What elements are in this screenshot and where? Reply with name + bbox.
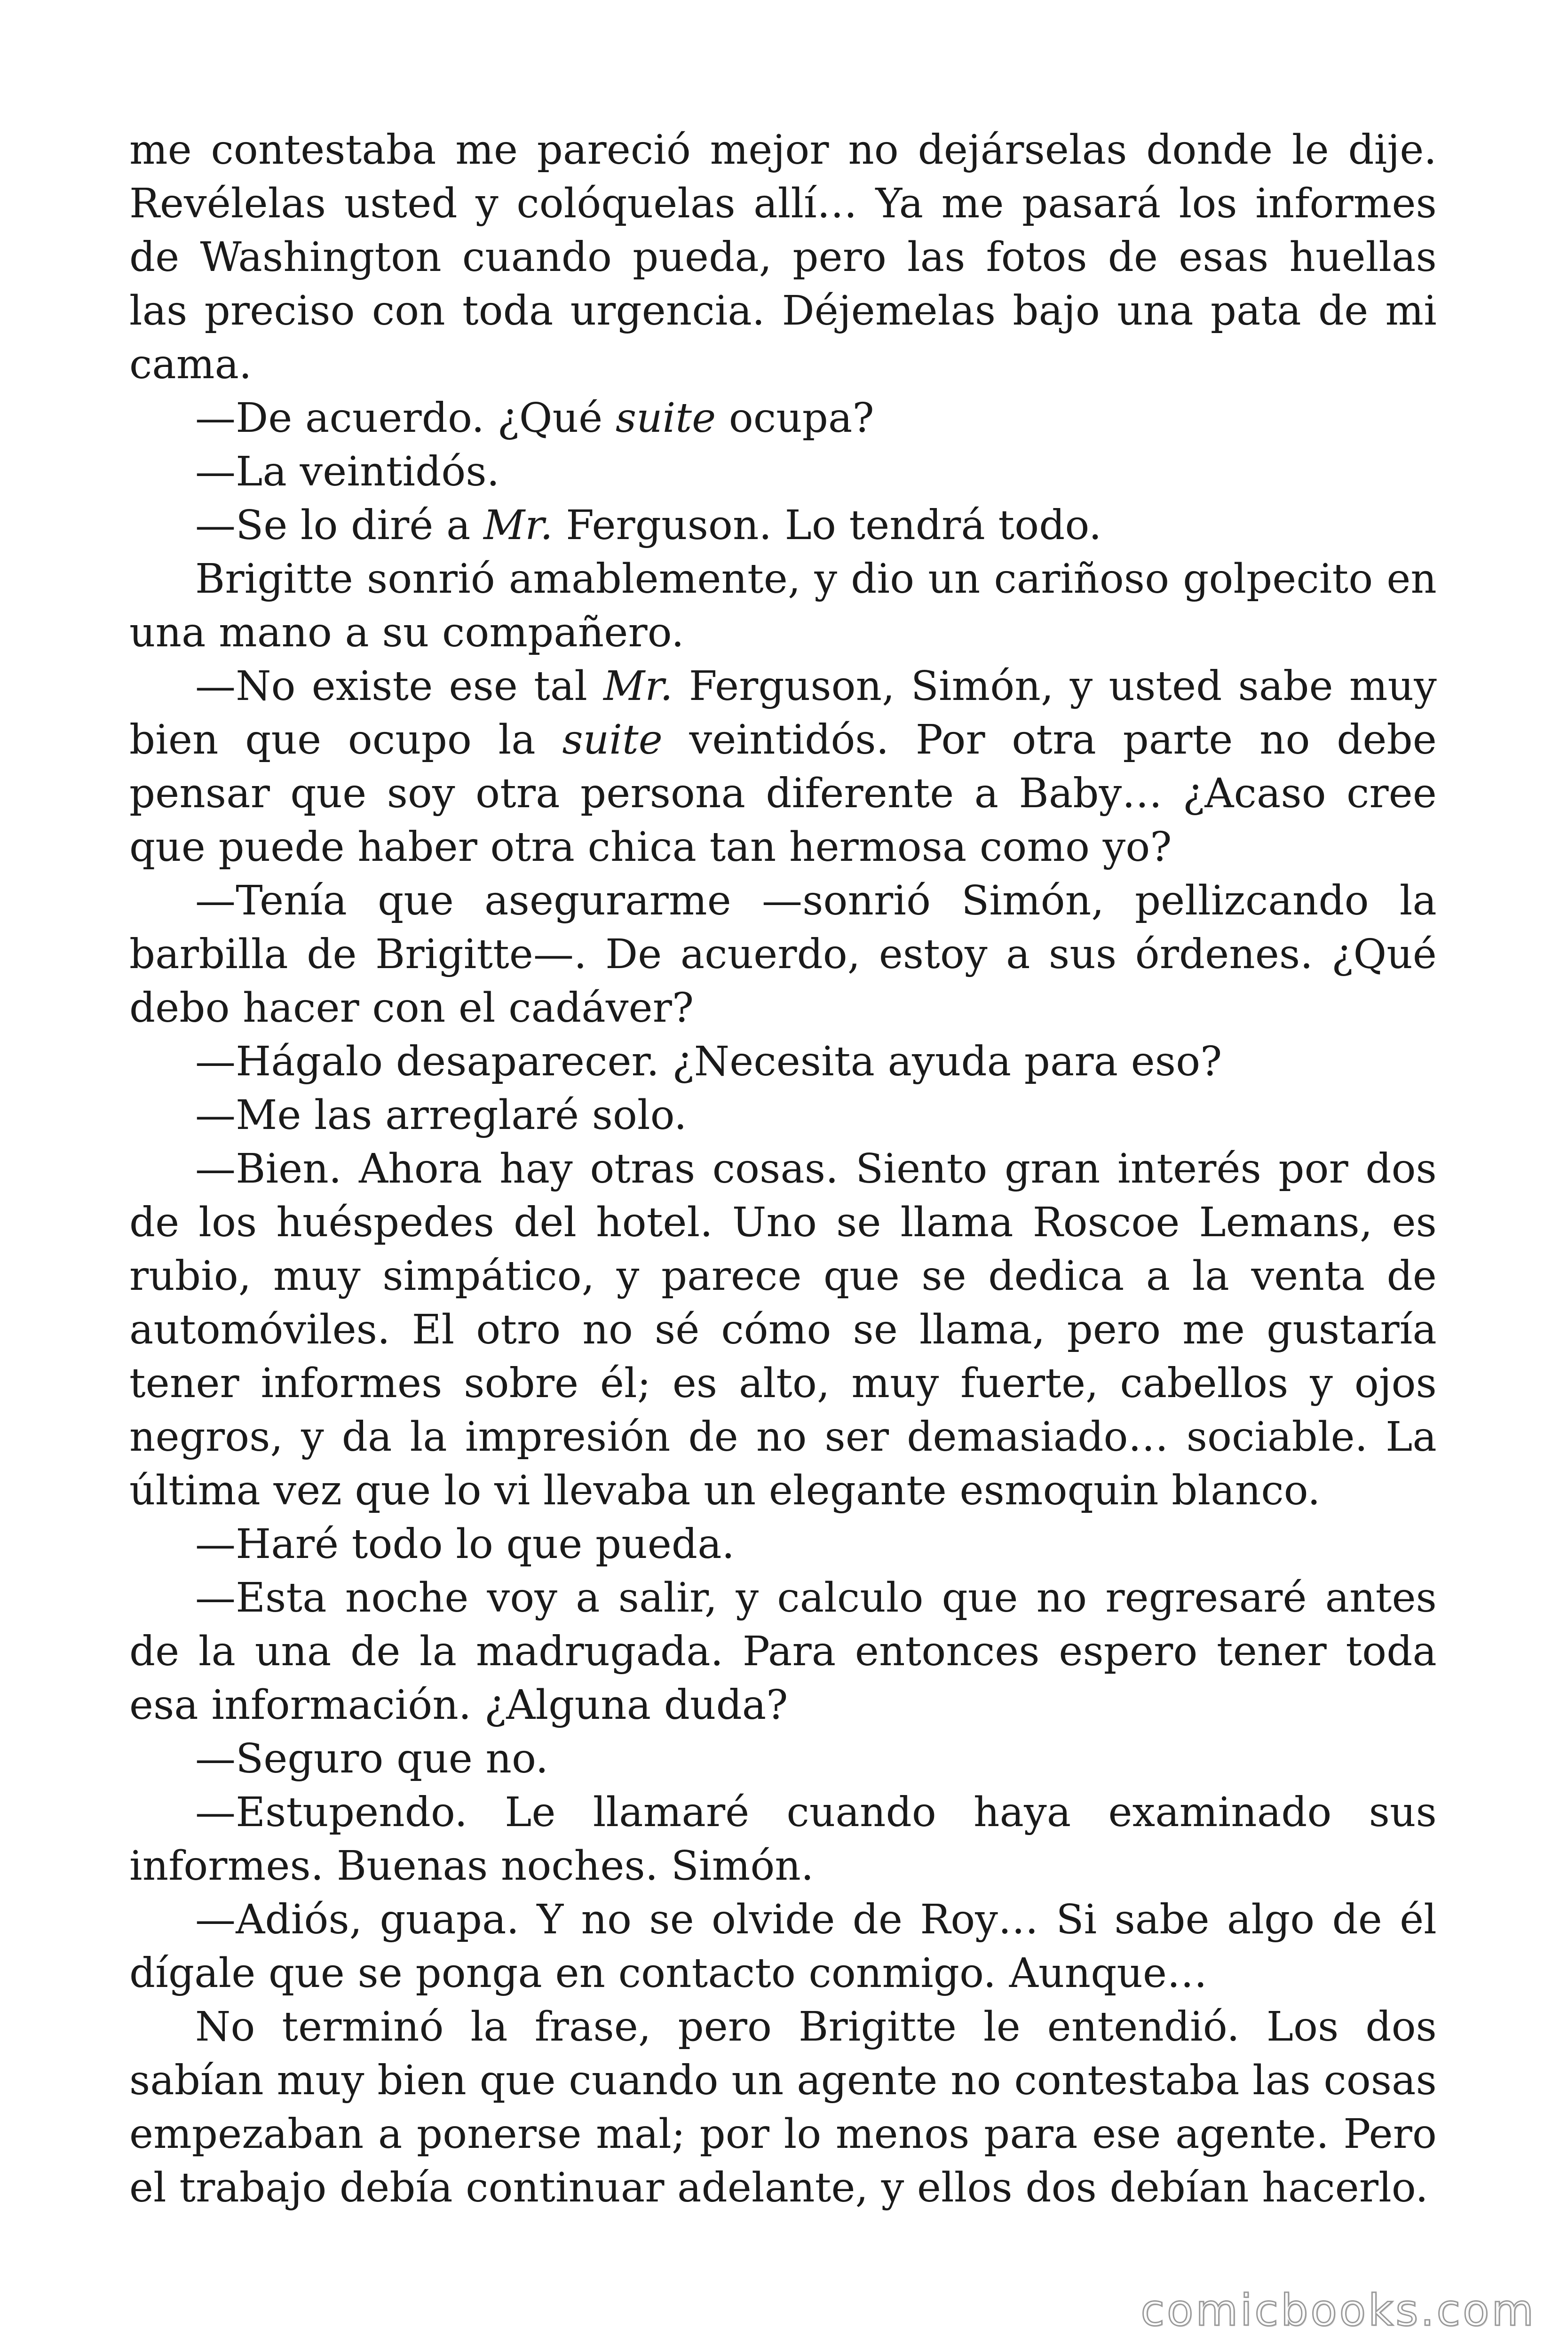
paragraph: —De acuerdo. ¿Qué suite ocupa? [195, 395, 874, 442]
italic-word: suite [615, 395, 716, 442]
paragraph: —La veintidós. [195, 448, 500, 495]
paragraph: Brigitte sonrió amablemente, y dio un cariñoso golpecito en una mano a su compañero. [129, 556, 1437, 656]
paragraph: —Bien. Ahora hay otras cosas. Siento gran interés por dos de los huéspedes del hotel. Uno se llama Roscoe Lemans, es rubio, muy simpático, y parece que se dedica a la venta de automóviles. El otro no sé cómo se llama, pero me gustaría tener informes sobre él; es alto, muy fuerte, cabellos y ojos negros, y da la impresión de no ser demasiado… sociable. La última vez que lo vi llevaba un elegante esmoquin blanco. [129, 1145, 1437, 1514]
paragraph: —Hágalo desaparecer. ¿Necesita ayuda para eso? [195, 1038, 1222, 1085]
paragraph: —Esta noche voy a salir, y calculo que no regresaré antes de la una de la madrugada. Para entonces espero tener toda esa información. ¿Alguna duda? [129, 1574, 1437, 1729]
paragraph: —Haré todo lo que pueda. [195, 1521, 735, 1568]
watermark: comicbooks.com [1140, 2285, 1536, 2336]
italic-word: Mr. [483, 502, 553, 549]
paragraph: —Seguro que no. [195, 1735, 549, 1782]
italic-word: Mr. [603, 663, 673, 710]
paragraph: —Se lo diré a Mr. Ferguson. Lo tendrá todo. [195, 502, 1102, 549]
paragraph: No terminó la frase, pero Brigitte le entendió. Los dos sabían muy bien que cuando un agente no contestaba las cosas empezaban a ponerse mal; por lo menos para ese agente. Pero el trabajo debía continuar adelante, y ellos dos debían hacerlo. [129, 2003, 1437, 2211]
paragraph: —Adiós, guapa. Y no se olvide de Roy… Si sabe algo de él dígale que se ponga en contacto conmigo. Aunque… [129, 1896, 1437, 1997]
paragraph: —Tenía que asegurarme —sonrió Simón, pellizcando la barbilla de Brigitte—. De acuerdo, estoy a sus órdenes. ¿Qué debo hacer con el cadáver? [129, 877, 1437, 1032]
body-text [129, 123, 1437, 2215]
paragraph: —No existe ese tal Mr. Ferguson, Simón, y usted sabe muy bien que ocupo la suite veintidós. Por otra parte no debe pensar que soy otra persona diferente a Baby… ¿Acaso cree que puede haber otra chica tan hermosa como yo? [129, 663, 1437, 871]
paragraph: —Me las arreglaré solo. [195, 1092, 687, 1139]
italic-word: suite [562, 716, 663, 763]
paragraph: —Estupendo. Le llamaré cuando haya examinado sus informes. Buenas noches. Simón. [129, 1789, 1437, 1890]
paragraph: me contestaba me pareció mejor no dejárselas donde le dije. Revélelas usted y colóquelas allí… Ya me pasará los informes de Washington cuando pueda, pero las fotos de esas huellas las preciso con toda urgencia. Déjemelas bajo una pata de mi cama. [129, 127, 1437, 388]
